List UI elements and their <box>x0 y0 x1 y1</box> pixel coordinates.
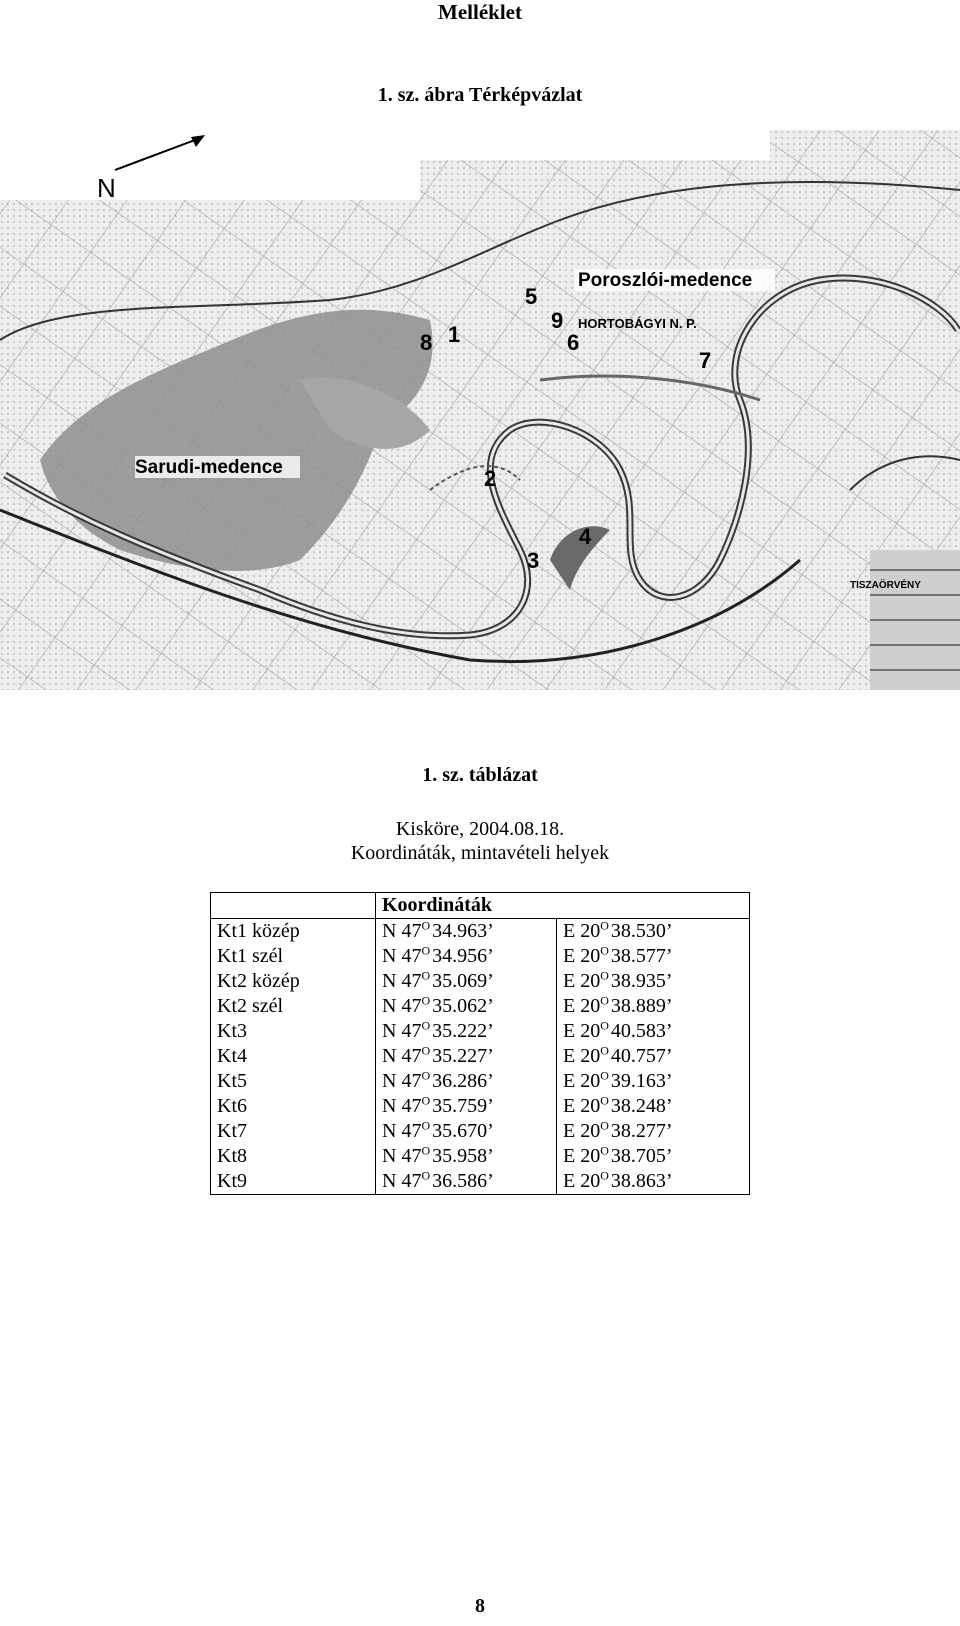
header-coordinates: Koordináták <box>376 893 557 919</box>
east-degree: E 20 <box>563 1095 601 1117</box>
degree-sup: O <box>421 1068 431 1083</box>
site-marker-8: 8 <box>420 330 433 355</box>
site-cell: Kt7 <box>211 1119 376 1144</box>
east-coordinate-cell <box>557 1019 750 1044</box>
degree-sup: O <box>421 1118 431 1133</box>
north-minutes: 35.670’ <box>432 1120 494 1142</box>
north-label: N <box>97 173 116 203</box>
north-coordinate-cell <box>376 919 557 945</box>
figure-caption: 1. sz. ábra Térképvázlat <box>377 84 583 106</box>
north-minutes: 34.956’ <box>432 945 494 967</box>
site-marker-6: 6 <box>567 330 580 355</box>
east-coordinate-cell <box>557 994 750 1019</box>
east-minutes: 38.530’ <box>610 920 673 942</box>
site-cell: Kt8 <box>211 1144 376 1169</box>
site-cell: Kt9 <box>211 1169 376 1195</box>
site-cell: Kt6 <box>211 1094 376 1119</box>
degree-sup: O <box>421 1143 431 1158</box>
degree-sup: O <box>421 1168 431 1183</box>
table-location-date: Kisköre, 2004.08.18. <box>395 818 565 840</box>
east-coordinate-cell <box>557 1119 750 1144</box>
degree-sup: O <box>600 1093 609 1108</box>
east-coordinate-cell <box>557 969 750 994</box>
table-row <box>211 1069 750 1094</box>
east-degree: E 20 <box>563 1145 601 1167</box>
east-minutes: 38.889’ <box>610 995 673 1017</box>
north-minutes: 35.958’ <box>432 1145 494 1167</box>
north-minutes: 35.062’ <box>432 995 494 1017</box>
north-degree: N 47 <box>382 945 422 967</box>
north-degree: N 47 <box>382 970 422 992</box>
degree-sup: O <box>600 968 609 983</box>
north-coordinate-cell <box>376 1119 557 1144</box>
east-degree: E 20 <box>563 1020 601 1042</box>
site-cell: Kt5 <box>211 1069 376 1094</box>
east-coordinate-cell <box>557 1069 750 1094</box>
degree-sup: O <box>600 993 609 1008</box>
north-minutes: 35.069’ <box>432 970 494 992</box>
north-degree: N 47 <box>382 995 422 1017</box>
table-row <box>211 919 750 945</box>
park-label: HORTOBÁGYI N. P. <box>578 316 697 331</box>
north-minutes: 35.227’ <box>432 1045 494 1067</box>
north-degree: N 47 <box>382 920 422 942</box>
table-subtitle: Koordináták, mintavételi helyek <box>350 842 610 864</box>
page-number: 8 <box>475 1595 485 1617</box>
header-blank-right <box>557 893 750 919</box>
degree-sup: O <box>421 943 431 958</box>
north-minutes: 35.222’ <box>432 1020 494 1042</box>
north-coordinate-cell <box>376 1044 557 1069</box>
east-coordinate-cell <box>557 1144 750 1169</box>
degree-sup: O <box>600 1168 609 1183</box>
east-minutes: 38.705’ <box>610 1145 673 1167</box>
table-row <box>211 1144 750 1169</box>
map-sketch <box>0 130 960 690</box>
site-cell: Kt1 szél <box>211 944 376 969</box>
east-degree: E 20 <box>563 1070 601 1092</box>
site-cell: Kt2 szél <box>211 994 376 1019</box>
east-minutes: 40.583’ <box>610 1020 673 1042</box>
degree-sup: O <box>421 1043 431 1058</box>
degree-sup: O <box>600 1118 609 1133</box>
table-row <box>211 1019 750 1044</box>
north-degree: N 47 <box>382 1145 422 1167</box>
table-row <box>211 1044 750 1069</box>
degree-sup: O <box>421 918 431 933</box>
north-degree: N 47 <box>382 1170 422 1192</box>
site-cell: Kt2 közép <box>211 969 376 994</box>
north-degree: N 47 <box>382 1070 422 1092</box>
east-degree: E 20 <box>563 1170 601 1192</box>
degree-sup: O <box>600 918 609 933</box>
degree-sup: O <box>421 1093 431 1108</box>
degree-sup: O <box>600 1043 609 1058</box>
east-coordinate-cell <box>557 919 750 945</box>
north-minutes: 35.759’ <box>432 1095 494 1117</box>
north-degree: N 47 <box>382 1045 422 1067</box>
north-minutes: 36.586’ <box>432 1170 494 1192</box>
east-degree: E 20 <box>563 970 601 992</box>
degree-sup: O <box>600 943 609 958</box>
east-degree: E 20 <box>563 945 601 967</box>
east-minutes: 39.163’ <box>610 1070 673 1092</box>
table-header-row <box>211 893 750 919</box>
north-degree: N 47 <box>382 1120 422 1142</box>
east-minutes: 38.935’ <box>610 970 673 992</box>
north-coordinate-cell <box>376 1019 557 1044</box>
east-minutes: 38.863’ <box>610 1170 673 1192</box>
east-degree: E 20 <box>563 995 601 1017</box>
site-marker-4: 4 <box>579 524 592 549</box>
region-label-sarudi: Sarudi-medence <box>135 457 283 478</box>
east-coordinate-cell <box>557 944 750 969</box>
region-label-poroszloi: Poroszlói-medence <box>578 270 753 291</box>
east-minutes: 38.277’ <box>610 1120 673 1142</box>
town-label: TISZAÖRVÉNY <box>850 580 921 591</box>
degree-sup: O <box>421 993 431 1008</box>
coordinates-table <box>210 892 750 1195</box>
table-row <box>211 1119 750 1144</box>
north-coordinate-cell <box>376 969 557 994</box>
east-minutes: 38.248’ <box>610 1095 673 1117</box>
east-degree: E 20 <box>563 920 601 942</box>
table-row <box>211 969 750 994</box>
table-row <box>211 1169 750 1195</box>
site-cell: Kt4 <box>211 1044 376 1069</box>
degree-sup: O <box>600 1018 609 1033</box>
east-coordinate-cell <box>557 1094 750 1119</box>
table-row <box>211 994 750 1019</box>
site-marker-9: 9 <box>551 308 564 333</box>
east-minutes: 38.577’ <box>610 945 673 967</box>
degree-sup: O <box>600 1068 609 1083</box>
degree-sup: O <box>421 968 431 983</box>
site-cell: Kt3 <box>211 1019 376 1044</box>
site-marker-3: 3 <box>527 548 540 573</box>
header-blank-cell <box>211 893 376 919</box>
site-cell: Kt1 közép <box>211 919 376 945</box>
table-row <box>211 944 750 969</box>
north-coordinate-cell <box>376 1069 557 1094</box>
east-degree: E 20 <box>563 1120 601 1142</box>
east-minutes: 40.757’ <box>610 1045 673 1067</box>
north-coordinate-cell <box>376 1094 557 1119</box>
north-coordinate-cell <box>376 994 557 1019</box>
table-row <box>211 1094 750 1119</box>
site-marker-5: 5 <box>525 284 538 309</box>
site-marker-2: 2 <box>484 466 497 491</box>
page-heading: Melléklet <box>438 0 522 24</box>
north-coordinate-cell <box>376 1144 557 1169</box>
east-degree: E 20 <box>563 1045 601 1067</box>
east-coordinate-cell <box>557 1169 750 1195</box>
north-degree: N 47 <box>382 1095 422 1117</box>
site-marker-1: 1 <box>448 322 461 347</box>
table-label: 1. sz. táblázat <box>422 764 538 786</box>
north-coordinate-cell <box>376 944 557 969</box>
site-marker-7: 7 <box>699 348 712 373</box>
degree-sup: O <box>421 1018 431 1033</box>
north-degree: N 47 <box>382 1020 422 1042</box>
east-coordinate-cell <box>557 1044 750 1069</box>
degree-sup: O <box>600 1143 609 1158</box>
north-minutes: 36.286’ <box>432 1070 494 1092</box>
north-minutes: 34.963’ <box>432 920 494 942</box>
north-coordinate-cell <box>376 1169 557 1195</box>
